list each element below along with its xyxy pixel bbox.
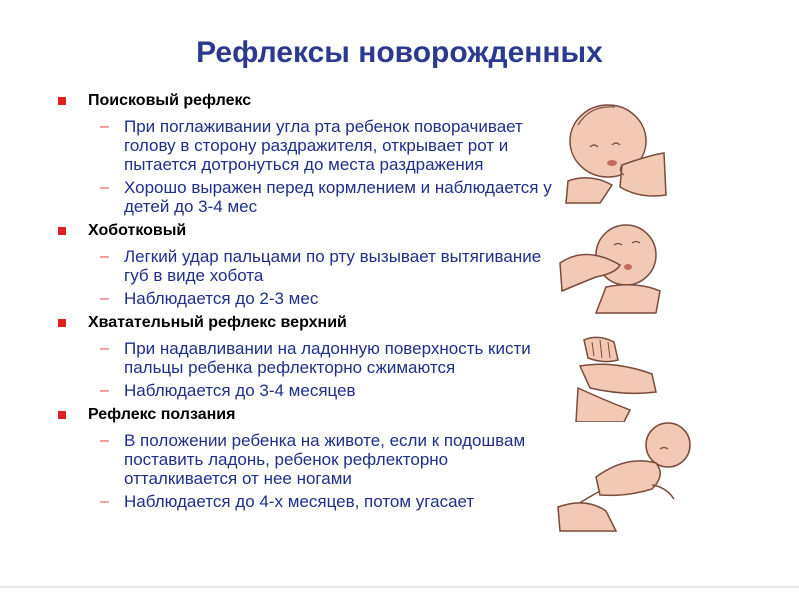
item-text: Наблюдается до 4-х месяцев, потом угасает [124, 492, 475, 511]
item-text: Хорошо выражен перед кормлением и наблюдается у детей до 3-4 мес [124, 178, 552, 216]
section-title: Хоботковый [88, 222, 187, 239]
list-item [100, 431, 558, 488]
dash-icon: – [100, 493, 109, 510]
list-item [100, 178, 558, 216]
bullet-square-icon [58, 227, 66, 235]
section-crawl-reflex [58, 404, 558, 511]
list-item [100, 117, 558, 174]
list-item [100, 381, 558, 400]
bullet-square-icon [58, 319, 66, 327]
item-text: При поглаживании угла рта ребенок поворачивает голову в сторону раздражителя, открывает рот и пытается дотронуться до места раздражения [124, 117, 523, 174]
dash-icon: – [100, 290, 109, 307]
section-head [58, 220, 558, 242]
footer-divider [0, 586, 799, 588]
section-head [58, 312, 558, 334]
item-text: Наблюдается до 3-4 месяцев [124, 381, 356, 400]
list-item [100, 247, 558, 285]
section-head [58, 90, 558, 112]
section-title: Рефлекс ползания [88, 406, 236, 423]
item-text: При надавливании на ладонную поверхность кисти пальцы ребенка рефлекторно сжимаются [124, 339, 531, 377]
dash-icon: – [100, 382, 109, 399]
section-proboscis-reflex [58, 220, 558, 308]
baby-crawl-reflex-icon [556, 415, 696, 533]
bullet-square-icon [58, 411, 66, 419]
list-item [100, 289, 558, 308]
dash-icon: – [100, 432, 109, 449]
section-head [58, 404, 558, 426]
reflex-list [58, 90, 558, 515]
dash-icon: – [100, 118, 109, 135]
section-title: Хватательный рефлекс верхний [88, 314, 347, 331]
dash-icon: – [100, 340, 109, 357]
baby-grasp-reflex-icon [574, 330, 660, 422]
baby-proboscis-reflex-icon [556, 215, 664, 315]
section-title: Поисковый рефлекс [88, 92, 252, 109]
baby-search-reflex-icon [560, 95, 672, 205]
list-item [100, 339, 558, 377]
list-item [100, 492, 558, 511]
slide-title: Рефлексы новорожденных [196, 36, 603, 69]
item-text: Наблюдается до 2-3 мес [124, 289, 319, 308]
bullet-square-icon [58, 97, 66, 105]
item-text: Легкий удар пальцами по рту вызывает вытягивание губ в виде хобота [124, 247, 542, 285]
section-grasp-reflex [58, 312, 558, 400]
dash-icon: – [100, 179, 109, 196]
dash-icon: – [100, 248, 109, 265]
section-search-reflex [58, 90, 558, 216]
item-text: В положении ребенка на животе, если к подошвам поставить ладонь, ребенок рефлекторно отталкивается от нее ногами [124, 431, 526, 488]
